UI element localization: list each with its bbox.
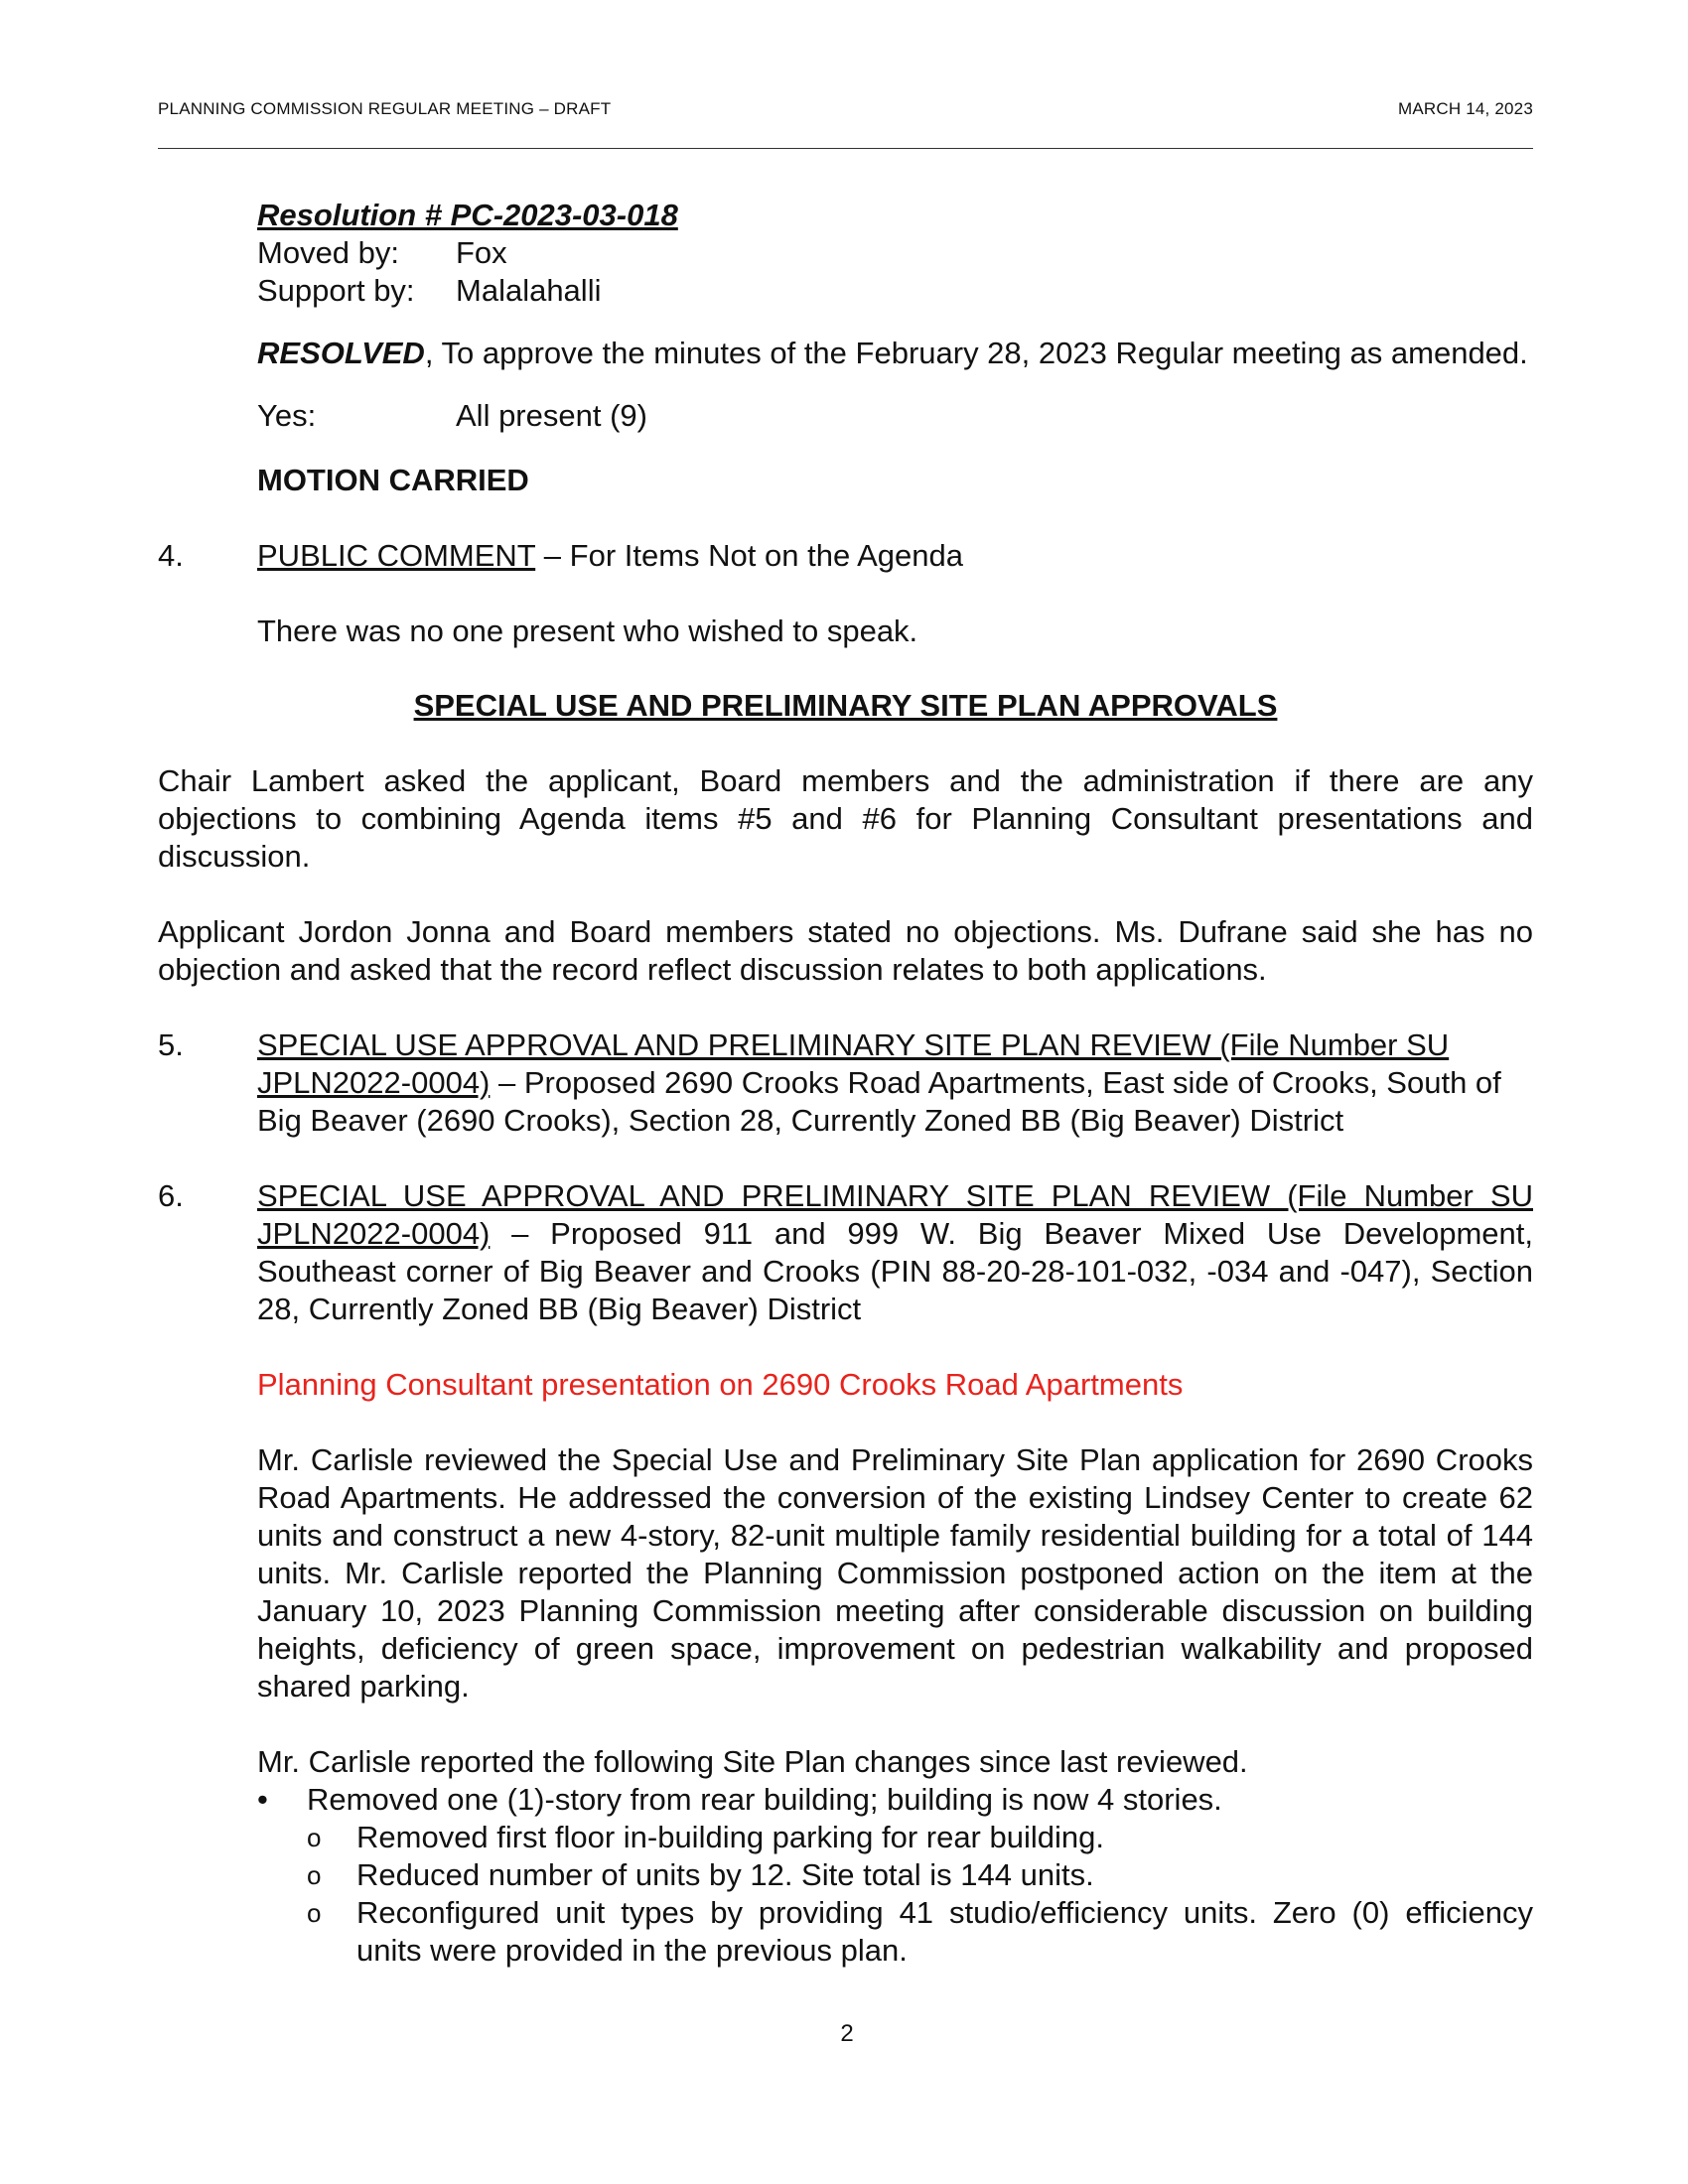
presentation-paragraph: Mr. Carlisle reviewed the Special Use and Preliminary Site Plan application for 2690 Crooks Road Apartments. He addressed the conversion of the existing Lindsey Center to create 62 units and construct a new 4-story, 82-unit multiple family residential building for a total of 144 units. Mr. Carlisle reported the Planning Commission postponed action on the item at the January 10, 2023 Planning Commission meeting after considerable discussion on building heights, deficiency of green space, improvement on pedestrian walkability and proposed shared parking. xyxy=(257,1442,1533,1704)
chair-paragraph: Chair Lambert asked the applicant, Board members and the administration if there are any objections to combining Agenda items #5 and #6 for Planning Consultant presentations and discussion. xyxy=(158,763,1533,874)
bullet-text: Removed first floor in-building parking for rear building. xyxy=(356,1820,1104,1854)
resolution-block xyxy=(158,197,1533,499)
agenda-item-6 xyxy=(158,1177,1533,1328)
item-number: 6. xyxy=(158,1178,184,1213)
motion-carried: MOTION CARRIED xyxy=(257,463,529,497)
header-divider xyxy=(158,148,1533,149)
item-title: SPECIAL USE APPROVAL AND PRELIMINARY SITE PLAN REVIEW (File Number SU JPLN2022-0004) xyxy=(257,1178,1533,1251)
moved-by-value: Fox xyxy=(456,235,507,270)
public-comment-text: There was no one present who wished to speak. xyxy=(257,614,918,648)
support-by-value: Malalahalli xyxy=(456,273,602,308)
item-subtitle: – For Items Not on the Agenda xyxy=(535,538,963,573)
list-item xyxy=(158,1894,1533,1970)
presentation-heading: Planning Consultant presentation on 2690 Crooks Road Apartments xyxy=(257,1367,1184,1402)
page-header xyxy=(158,99,1533,119)
moved-by-row xyxy=(257,234,1533,272)
applicant-paragraph: Applicant Jordon Jonna and Board members stated no objections. Ms. Dufrane said she has no objection and asked that the record reflect discussion relates to both applications. xyxy=(158,914,1533,987)
support-by-label: Support by: xyxy=(257,273,415,308)
resolution-title: Resolution # PC-2023-03-018 xyxy=(257,198,678,232)
list-item xyxy=(158,1781,1533,1819)
bullet-text: Reduced number of units by 12. Site total is 144 units. xyxy=(356,1857,1094,1892)
agenda-item-5 xyxy=(158,1026,1533,1140)
support-by-row xyxy=(257,272,1533,310)
changes-intro: Mr. Carlisle reported the following Site Plan changes since last reviewed. xyxy=(257,1744,1248,1779)
circle-bullet-icon: o xyxy=(307,1823,322,1852)
resolved-word: RESOLVED xyxy=(257,336,425,370)
resolved-text: , To approve the minutes of the February 28, 2023 Regular meeting as amended. xyxy=(424,336,1528,370)
vote-row xyxy=(257,397,1533,435)
page-number: 2 xyxy=(840,2020,854,2047)
changes-list xyxy=(158,1781,1533,1970)
item-title: SPECIAL USE APPROVAL AND PRELIMINARY SITE PLAN REVIEW (File Number SU JPLN2022-0004) xyxy=(257,1027,1450,1100)
circle-bullet-icon: o xyxy=(307,1898,322,1928)
bullet-icon: • xyxy=(257,1782,268,1817)
header-title: PLANNING COMMISSION REGULAR MEETING – DRAFT xyxy=(158,99,612,118)
bullet-text: Removed one (1)-story from rear building; building is now 4 stories. xyxy=(307,1782,1222,1817)
item-description: – Proposed 2690 Crooks Road Apartments, East side of Crooks, South of Big Beaver (2690 Crooks), Section 28, Currently Zoned BB (Big Beaver) District xyxy=(257,1065,1501,1138)
item-number: 5. xyxy=(158,1027,184,1062)
list-item xyxy=(158,1819,1533,1856)
item-description: – Proposed 911 and 999 W. Big Beaver Mixed Use Development, Southeast corner of Big Beaver and Crooks (PIN 88-20-28-101-032, -034 and -047), Section 28, Currently Zoned BB (Big Beaver) District xyxy=(257,1216,1533,1326)
vote-value: All present (9) xyxy=(456,398,647,433)
moved-by-label: Moved by: xyxy=(257,235,400,270)
resolved-paragraph xyxy=(257,335,1533,372)
header-date: MARCH 14, 2023 xyxy=(1397,99,1533,118)
agenda-item-4 xyxy=(158,537,1533,575)
circle-bullet-icon: o xyxy=(307,1860,322,1890)
bullet-text: Reconfigured unit types by providing 41 studio/efficiency units. Zero (0) efficiency units were provided in the previous plan. xyxy=(356,1895,1533,1968)
section-title: SPECIAL USE AND PRELIMINARY SITE PLAN APPROVALS xyxy=(413,688,1278,723)
item-title: PUBLIC COMMENT xyxy=(257,538,536,573)
vote-label: Yes: xyxy=(257,398,317,433)
item-number: 4. xyxy=(158,538,184,573)
document-body xyxy=(158,197,1533,1970)
list-item xyxy=(158,1856,1533,1894)
